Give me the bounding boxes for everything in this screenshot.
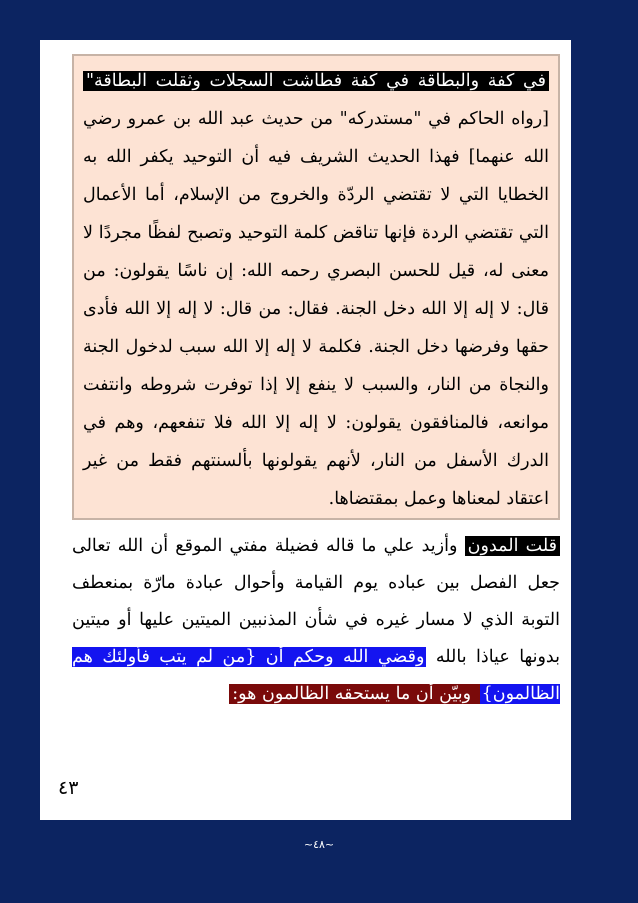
comment-body: وأزيد علي ما قاله فضيلة مفتي الموقع أن الله تعالى جعل الفصل بين عباده يوم القيامة وأحوال عبادة مارّة بمنعطف التوبة الذي لا مسار غيره في شأن المذنبين الميتين عليها أو ميتين بدونها عياذا بالله [72, 536, 560, 667]
quote-paragraph [83, 62, 549, 518]
comment-label: قلت المدون [465, 536, 560, 556]
quote-box [72, 54, 560, 520]
page-number: ٤٣ [58, 777, 79, 799]
document-page [40, 40, 571, 820]
footer-page-number: ~٤٨~ [303, 838, 335, 851]
maroon-highlight: وبيّن أن ما يستحقه الظالمون هو: [229, 684, 479, 704]
comment-paragraph [72, 528, 560, 713]
blogger-comment [72, 528, 560, 713]
quote-body: [رواه الحاكم في "مستدركه" من حديث عبد الله بن عمرو رضي الله عنهما] فهذا الحديث الشريف فيه أن التوحيد يكفر الله به الخطايا التي لا تقتضي الردّة والخروج من الإسلام، أما الأعمال التي تقتضي الردة فإنها تناقض كلمة التوحيد وتصبح لفظًا مجردًا لا معنى له، قيل للحسن البصري رحمه الله: إن ناسًا يقولون: من قال: لا إله إلا الله دخل الجنة. فقال: من قال: لا إله إلا الله فأدى حقها وفرضها دخل الجنة. فكلمة لا إله إلا الله سبب لدخول الجنة والنجاة من النار، والسبب لا ينفع إلا إذا توفرت شروطه وانتفت موانعه، فالمنافقون يقولون: لا إله إلا الله فلا تنفعهم، وهم في الدرك الأسفل من النار، لأنهم يقولونها بألسنتهم فقط من غير اعتقاد لمعناها وعمل بمقتضاها. [83, 109, 549, 509]
quran-verse-highlight: وقضي الله وحكم أن {من لم يتب فأولئك هم الظالمون} [72, 647, 560, 704]
quote-highlight: في كفة والبطاقة في كفة فطاشت السجلات وثقلت البطاقة" [83, 71, 549, 91]
